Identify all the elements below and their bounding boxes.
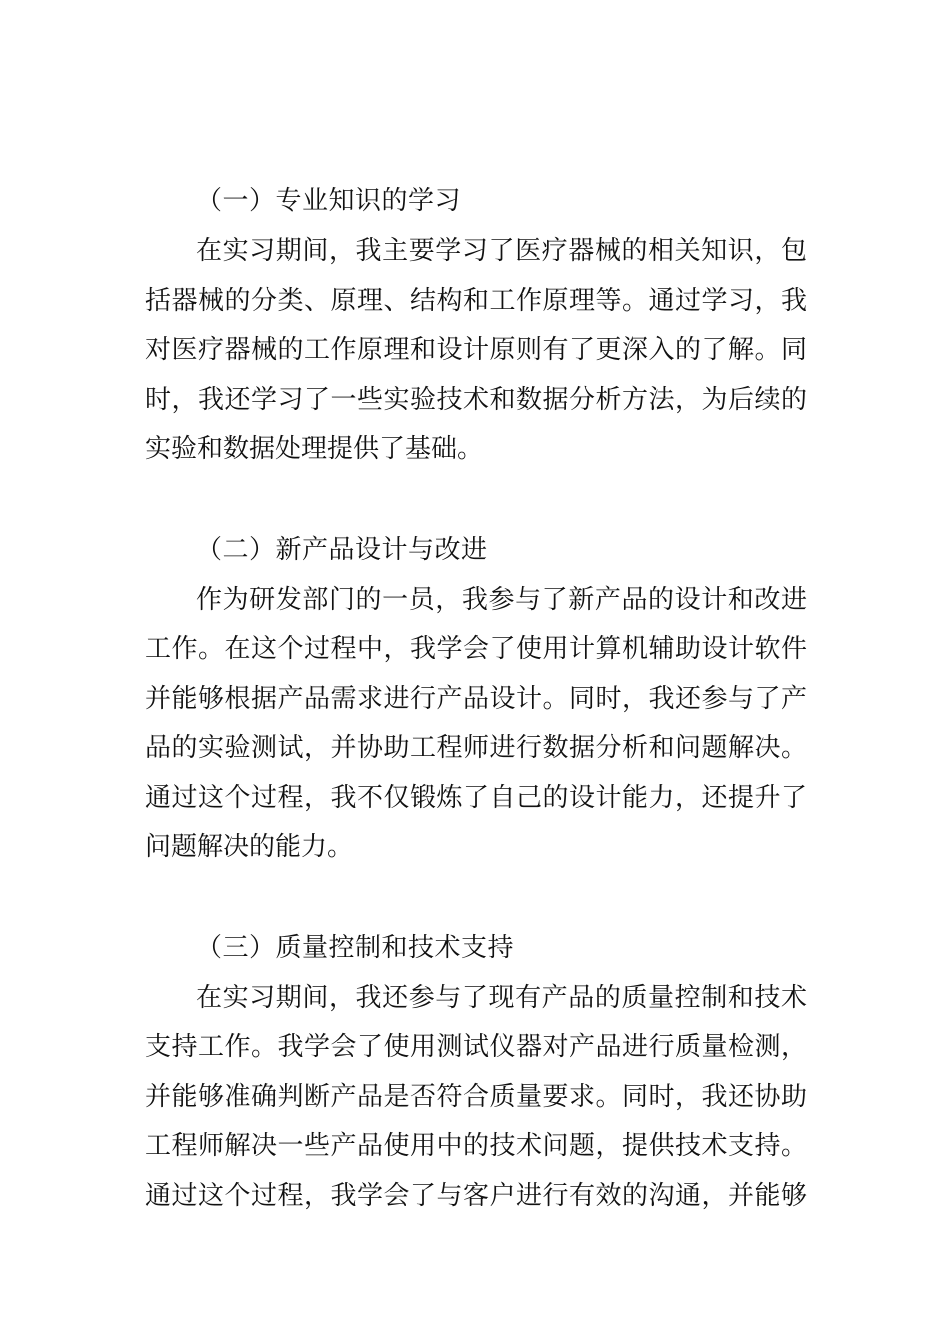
section-heading-2: （二）新产品设计与改进 <box>196 535 488 565</box>
paragraph-line: 工作。在这个过程中，我学会了使用计算机辅助设计软件 <box>145 634 807 664</box>
paragraph-line: 在实习期间，我还参与了现有产品的质量控制和技术 <box>196 983 807 1013</box>
paragraph-line: 工程师解决一些产品使用中的技术问题，提供技术支持。 <box>145 1131 807 1161</box>
paragraph-line: 对医疗器械的工作原理和设计原则有了更深入的了解。同 <box>145 335 807 365</box>
paragraph-line: 并能够根据产品需求进行产品设计。同时，我还参与了产 <box>145 684 807 714</box>
section-heading-3: （三）质量控制和技术支持 <box>196 933 515 963</box>
paragraph-line: 通过这个过程，我不仅锻炼了自己的设计能力，还提升了 <box>145 783 807 813</box>
paragraph-line: 问题解决的能力。 <box>145 832 354 862</box>
paragraph-line: 支持工作。我学会了使用测试仪器对产品进行质量检测， <box>145 1032 807 1062</box>
paragraph-line: 作为研发部门的一员，我参与了新产品的设计和改进 <box>196 585 807 615</box>
section-heading-1: （一）专业知识的学习 <box>196 186 462 216</box>
paragraph-line: 实验和数据处理提供了基础。 <box>145 434 484 464</box>
paragraph-line: 时，我还学习了一些实验技术和数据分析方法，为后续的 <box>145 385 807 415</box>
paragraph-line: 在实习期间，我主要学习了医疗器械的相关知识，包 <box>196 236 807 266</box>
paragraph-line: 括器械的分类、原理、结构和工作原理等。通过学习，我 <box>145 286 807 316</box>
paragraph-line: 并能够准确判断产品是否符合质量要求。同时，我还协助 <box>145 1082 807 1112</box>
paragraph-line: 品的实验测试，并协助工程师进行数据分析和问题解决。 <box>145 733 807 763</box>
paragraph-line: 通过这个过程，我学会了与客户进行有效的沟通，并能够 <box>145 1181 807 1211</box>
